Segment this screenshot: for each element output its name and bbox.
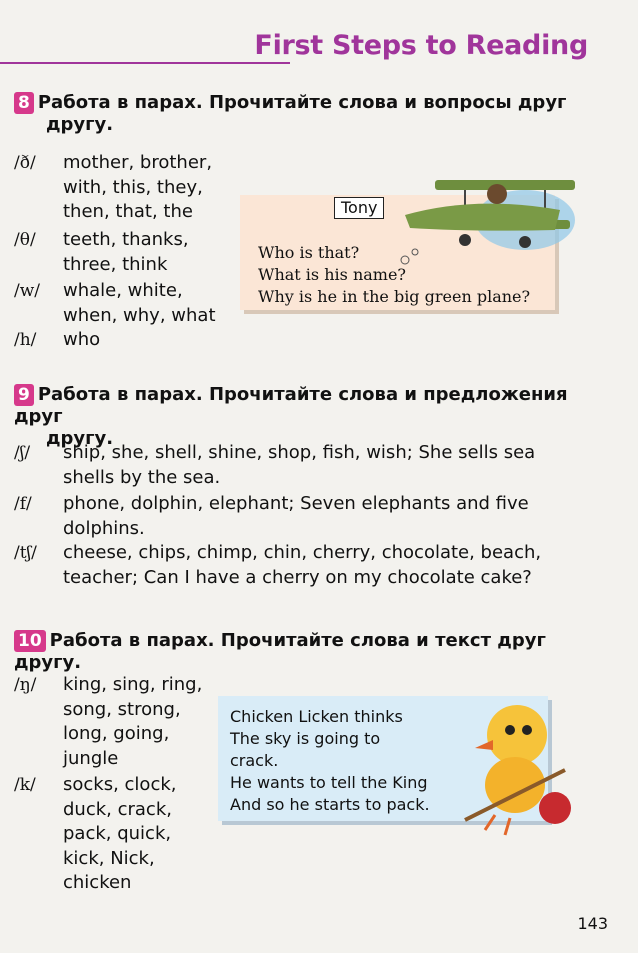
phoneme-symbol: /ʃ/ bbox=[14, 443, 31, 463]
task8-instruction-line2: другу. bbox=[46, 114, 114, 135]
word-line: three, think bbox=[63, 253, 168, 275]
word-line: teeth, thanks, bbox=[63, 229, 189, 250]
question-1: Who is that? bbox=[258, 243, 360, 262]
word-line: dolphins. bbox=[63, 517, 145, 539]
phoneme-symbol: /f/ bbox=[14, 494, 32, 514]
task10-heading bbox=[14, 630, 594, 674]
chick-illustration bbox=[455, 690, 580, 840]
poem-line: crack. bbox=[230, 751, 279, 770]
poem-line: He wants to tell the King bbox=[230, 773, 428, 792]
task9-badge: 9 bbox=[14, 384, 34, 406]
word-line: who bbox=[63, 329, 101, 350]
phoneme-symbol: /ð/ bbox=[14, 153, 36, 173]
poem-line: And so he starts to pack. bbox=[230, 795, 430, 814]
phoneme-symbol: /tʃ/ bbox=[14, 543, 37, 563]
word-line: chicken bbox=[63, 872, 132, 893]
page-title: First Steps to Reading bbox=[254, 30, 588, 61]
task9-row-ch bbox=[0, 541, 542, 590]
task9-row-f bbox=[0, 492, 529, 541]
poem-line: The sky is going to bbox=[230, 729, 381, 748]
phoneme-symbol: /θ/ bbox=[14, 230, 36, 250]
question-2: What is his name? bbox=[258, 265, 406, 284]
task8-row-th bbox=[0, 228, 500, 277]
page-number: 143 bbox=[577, 914, 608, 933]
word-line: mother, brother, bbox=[63, 152, 213, 173]
word-line: kick, Nick, bbox=[63, 847, 155, 869]
word-line: shells by the sea. bbox=[63, 466, 221, 488]
word-line: with, this, they, bbox=[63, 176, 203, 198]
word-line: long, going, bbox=[63, 723, 170, 744]
word-line: cheese, chips, chimp, chin, cherry, chocolate, beach, bbox=[63, 542, 542, 563]
word-line: pack, quick, bbox=[63, 823, 172, 844]
task8-row-dh bbox=[0, 151, 500, 225]
task9-row-sh bbox=[0, 441, 536, 490]
word-line: then, that, the bbox=[63, 201, 193, 222]
task9-instruction-line1: Работа в парах. Прочитайте слова и предложения друг bbox=[14, 384, 568, 427]
phoneme-symbol: /k/ bbox=[14, 775, 36, 795]
word-line: socks, clock, bbox=[63, 774, 177, 795]
word-line: whale, white, bbox=[63, 280, 183, 301]
header-rule bbox=[0, 62, 290, 64]
task10-row-k bbox=[0, 773, 177, 896]
phoneme-symbol: /ŋ/ bbox=[14, 675, 37, 695]
task8-instruction-line1: Работа в парах. Прочитайте слова и вопросы друг bbox=[37, 92, 567, 113]
word-line: jungle bbox=[63, 747, 119, 769]
word-line: when, why, what bbox=[63, 304, 216, 326]
task10-instruction: Работа в парах. Прочитайте слова и текст друг другу. bbox=[14, 630, 546, 673]
task8-heading bbox=[14, 92, 594, 136]
word-line: duck, crack, bbox=[63, 798, 172, 820]
tony-label: Tony bbox=[334, 197, 384, 219]
word-line: king, sing, ring, bbox=[63, 674, 203, 695]
task9-instruction-line2: другу. bbox=[46, 428, 114, 449]
word-line: teacher; Can I have a cherry on my chocolate cake? bbox=[63, 566, 532, 588]
task10-badge: 10 bbox=[14, 630, 46, 652]
word-line: song, strong, bbox=[63, 698, 181, 720]
phoneme-symbol: /h/ bbox=[14, 330, 37, 350]
word-line: phone, dolphin, elephant; Seven elephants and five bbox=[63, 493, 529, 514]
task8-badge: 8 bbox=[14, 92, 34, 114]
task8-row-w bbox=[0, 279, 500, 328]
poem-line: Chicken Licken thinks bbox=[230, 707, 403, 726]
task10-row-ng bbox=[0, 673, 203, 771]
question-3: Why is he in the big green plane? bbox=[258, 287, 531, 306]
word-line: ship, she, shell, shine, shop, fish, wish; She sells sea bbox=[63, 442, 536, 463]
phoneme-symbol: /w/ bbox=[14, 281, 41, 301]
task8-row-h bbox=[0, 328, 500, 353]
